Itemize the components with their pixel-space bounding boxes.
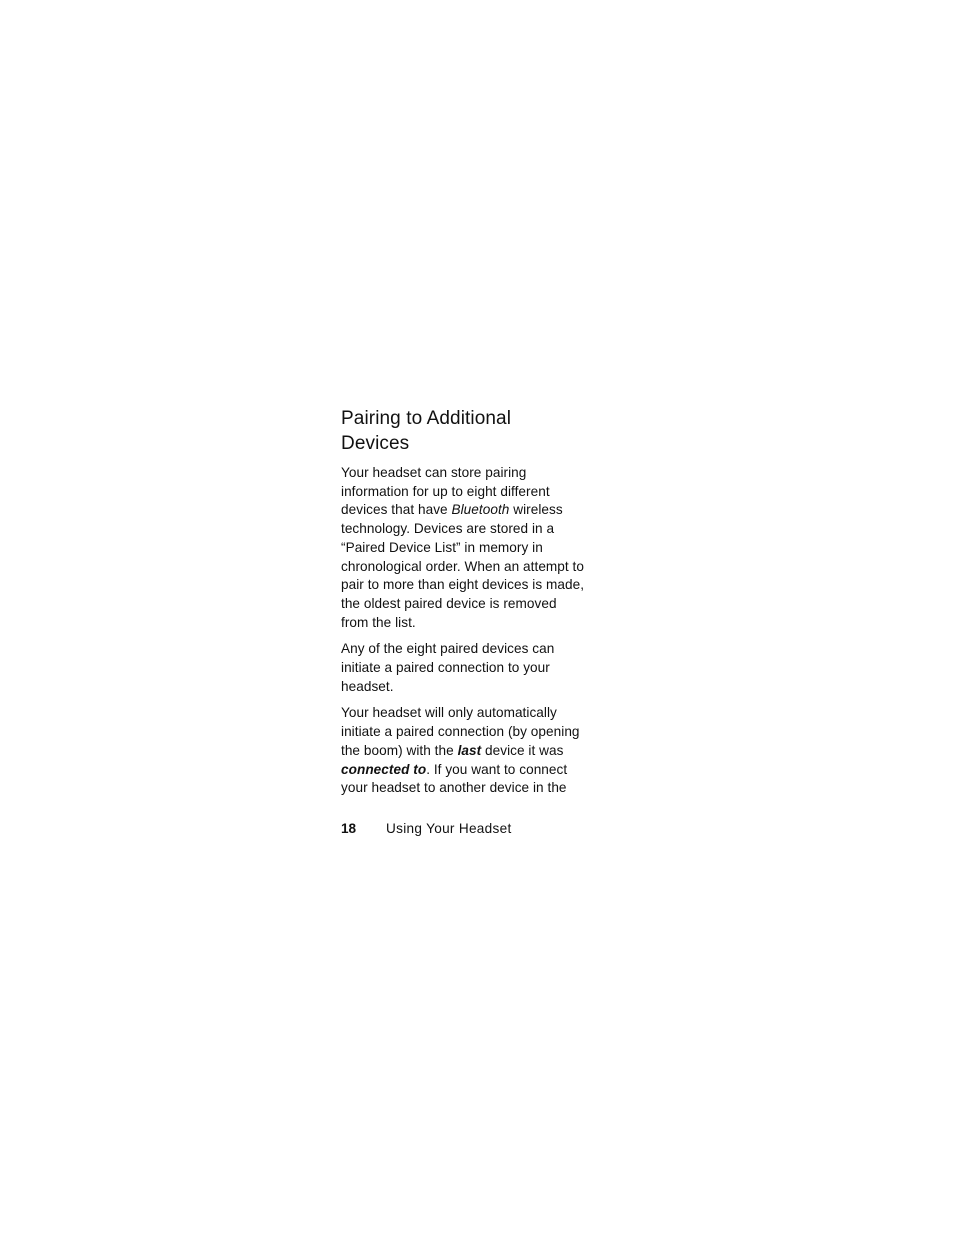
- text-line: Your headset can store pairing: [341, 465, 527, 480]
- text-line: “Paired Device List” in memory in: [341, 539, 543, 555]
- footer-section-label: Using Your Headset: [386, 821, 512, 836]
- bluetooth-term: Bluetooth: [451, 502, 510, 518]
- text-line: devices that have: [341, 502, 452, 518]
- text-line: . If you want to connect: [426, 761, 568, 777]
- text-line: headset.: [341, 678, 394, 694]
- text-line: wireless: [509, 502, 563, 518]
- text-line: from the list.: [341, 614, 416, 630]
- text-line: the boom) with the: [341, 742, 458, 758]
- emphasis-connected-to: connected to: [341, 761, 427, 777]
- paragraph-paired-connection: [341, 640, 596, 696]
- paragraph-automatic-connection: [341, 704, 596, 798]
- page-footer: [341, 820, 512, 838]
- text-line: your headset to another device in the: [341, 780, 567, 796]
- emphasis-last: last: [457, 742, 482, 758]
- page-number: 18: [341, 821, 357, 836]
- text-line: initiate a paired connection (by opening: [341, 724, 580, 740]
- text-line: technology. Devices are stored in a: [341, 521, 555, 537]
- text-line: device it was: [481, 742, 564, 758]
- section-title-line-2: Devices: [341, 432, 410, 454]
- text-line: initiate a paired connection to your: [341, 660, 550, 676]
- text-line: Any of the eight paired devices can: [341, 641, 555, 657]
- text-line: the oldest paired device is removed: [341, 595, 557, 611]
- page-content: [341, 407, 596, 806]
- text-line: Your headset will only automatically: [341, 705, 557, 721]
- paragraph-pairing-storage: [341, 464, 596, 632]
- text-line: chronological order. When an attempt to: [341, 558, 584, 574]
- text-line: information for up to eight different: [341, 483, 550, 499]
- section-title: [341, 407, 596, 456]
- section-title-line-1: Pairing to Additional: [341, 408, 512, 429]
- text-line: pair to more than eight devices is made,: [341, 577, 585, 593]
